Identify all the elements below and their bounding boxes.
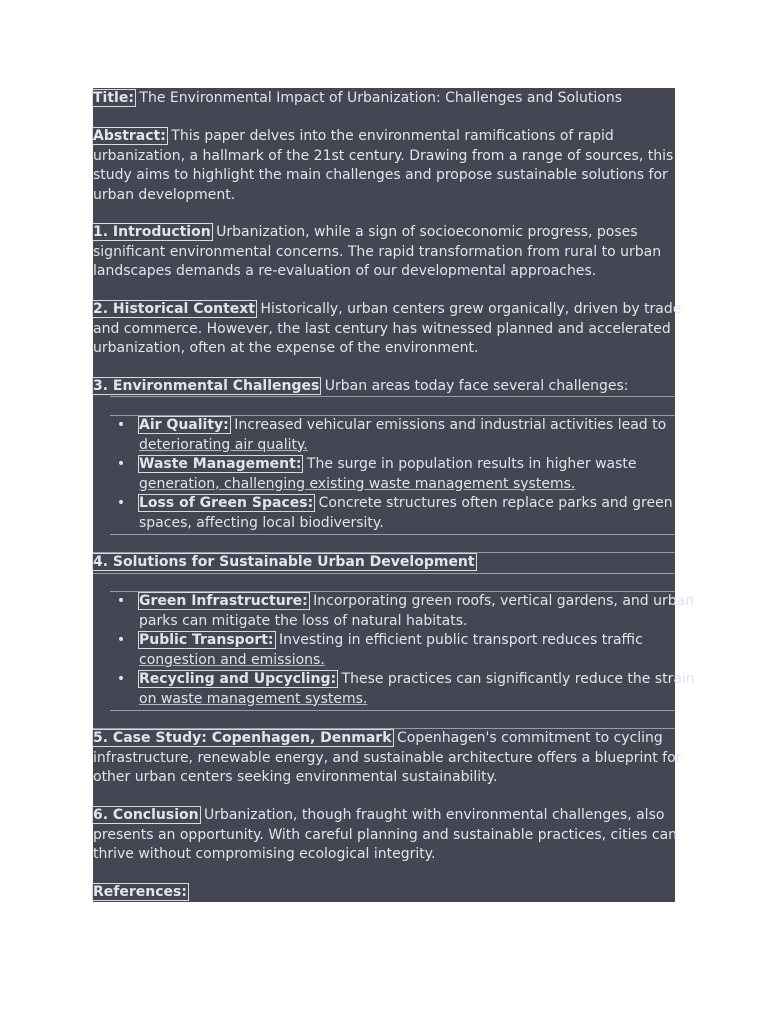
bullet-icon: • bbox=[116, 671, 126, 687]
historical-line: urbanization, often at the expense of the environment. bbox=[93, 340, 479, 356]
list-item-text: on waste management systems. bbox=[139, 690, 368, 707]
abstract-line: urban development. bbox=[93, 186, 236, 203]
introduction-line: Urbanization, while a sign of socioeconomic progress, poses bbox=[216, 224, 638, 240]
list-item-text: Investing in efficient public transport reduces traffic bbox=[278, 632, 643, 648]
list-item-text: These practices can significantly reduce the strain bbox=[341, 671, 695, 687]
historical-line: and commerce. However, the last century has witnessed planned and accelerated bbox=[93, 320, 671, 337]
title-text: The Environmental Impact of Urbanization: Challenges and Solutions bbox=[139, 90, 623, 106]
case-study-line: infrastructure, renewable energy, and sustainable architecture offers a blueprint for bbox=[93, 749, 682, 766]
solutions-heading: 4. Solutions for Sustainable Urban Development bbox=[93, 554, 475, 570]
list-item-text: congestion and emissions. bbox=[139, 651, 325, 668]
abstract-label: Abstract: bbox=[93, 128, 166, 144]
bullet-icon: • bbox=[116, 495, 126, 511]
solutions-paragraph bbox=[93, 553, 673, 573]
document-page bbox=[93, 88, 695, 902]
list-divider bbox=[93, 573, 675, 574]
bullet-icon: • bbox=[116, 417, 126, 433]
list-item-label: Air Quality: bbox=[139, 417, 229, 433]
challenges-list bbox=[110, 416, 675, 534]
introduction-heading: 1. Introduction bbox=[93, 224, 211, 240]
list-item-text: generation, challenging existing waste management systems. bbox=[139, 475, 576, 492]
abstract-line: study aims to highlight the main challenges and propose sustainable solutions for bbox=[93, 167, 668, 183]
list-divider bbox=[110, 710, 675, 711]
references-heading: References: bbox=[93, 884, 187, 900]
historical-line: Historically, urban centers grew organically, driven by trade bbox=[260, 301, 682, 317]
conclusion-paragraph bbox=[93, 806, 678, 865]
list-item-label: Loss of Green Spaces: bbox=[139, 495, 314, 511]
list-divider bbox=[110, 396, 675, 397]
list-item-label: Recycling and Upcycling: bbox=[139, 671, 337, 687]
list-item-text: spaces, affecting local biodiversity. bbox=[139, 514, 384, 531]
title-label: Title: bbox=[93, 90, 134, 106]
conclusion-line: Urbanization, though fraught with environmental challenges, also bbox=[204, 807, 665, 823]
historical-heading: 2. Historical Context bbox=[93, 301, 255, 317]
conclusion-heading: 6. Conclusion bbox=[93, 807, 199, 823]
case-study-line: Copenhagen's commitment to cycling bbox=[396, 730, 663, 746]
conclusion-line: presents an opportunity. With careful planning and sustainable practices, cities can bbox=[93, 826, 678, 843]
list-item-text: parks can mitigate the loss of natural habitats. bbox=[139, 612, 468, 629]
solutions-list bbox=[110, 592, 695, 710]
list-item-text: Increased vehicular emissions and industrial activities lead to bbox=[234, 417, 667, 433]
conclusion-line: thrive without compromising ecological integrity. bbox=[93, 846, 436, 862]
title-paragraph bbox=[93, 89, 673, 109]
case-study-heading: 5. Case Study: Copenhagen, Denmark bbox=[93, 730, 392, 746]
bullet-icon: • bbox=[116, 632, 126, 648]
list-item-text: The surge in population results in higher waste bbox=[306, 456, 637, 472]
list-item-label: Waste Management: bbox=[139, 456, 302, 472]
introduction-paragraph bbox=[93, 223, 673, 282]
abstract-paragraph bbox=[93, 127, 673, 205]
bullet-icon: • bbox=[116, 456, 126, 472]
introduction-line: significant environmental concerns. The rapid transformation from rural to urban bbox=[93, 243, 662, 260]
challenges-heading: 3. Environmental Challenges bbox=[93, 378, 320, 394]
challenges-paragraph bbox=[93, 377, 673, 397]
abstract-line: urbanization, a hallmark of the 21st century. Drawing from a range of sources, this bbox=[93, 147, 674, 164]
list-item-text: Incorporating green roofs, vertical gardens, and urban bbox=[313, 593, 695, 609]
list-item-text: Concrete structures often replace parks and green bbox=[318, 495, 673, 511]
list-item-text: deteriorating air quality. bbox=[139, 436, 308, 453]
case-study-line: other urban centers seeking environmental sustainability. bbox=[93, 769, 498, 785]
challenges-intro: Urban areas today face several challenges: bbox=[324, 378, 629, 394]
case-study-paragraph bbox=[93, 729, 682, 788]
abstract-line: This paper delves into the environmental ramifications of rapid bbox=[171, 128, 614, 144]
list-item-label: Public Transport: bbox=[139, 632, 274, 648]
references-paragraph bbox=[93, 883, 673, 903]
bullet-icon: • bbox=[116, 593, 126, 609]
historical-paragraph bbox=[93, 300, 682, 359]
list-item-label: Green Infrastructure: bbox=[139, 593, 308, 609]
list-divider bbox=[110, 534, 675, 535]
introduction-line: landscapes demands a re-evaluation of our developmental approaches. bbox=[93, 263, 597, 279]
